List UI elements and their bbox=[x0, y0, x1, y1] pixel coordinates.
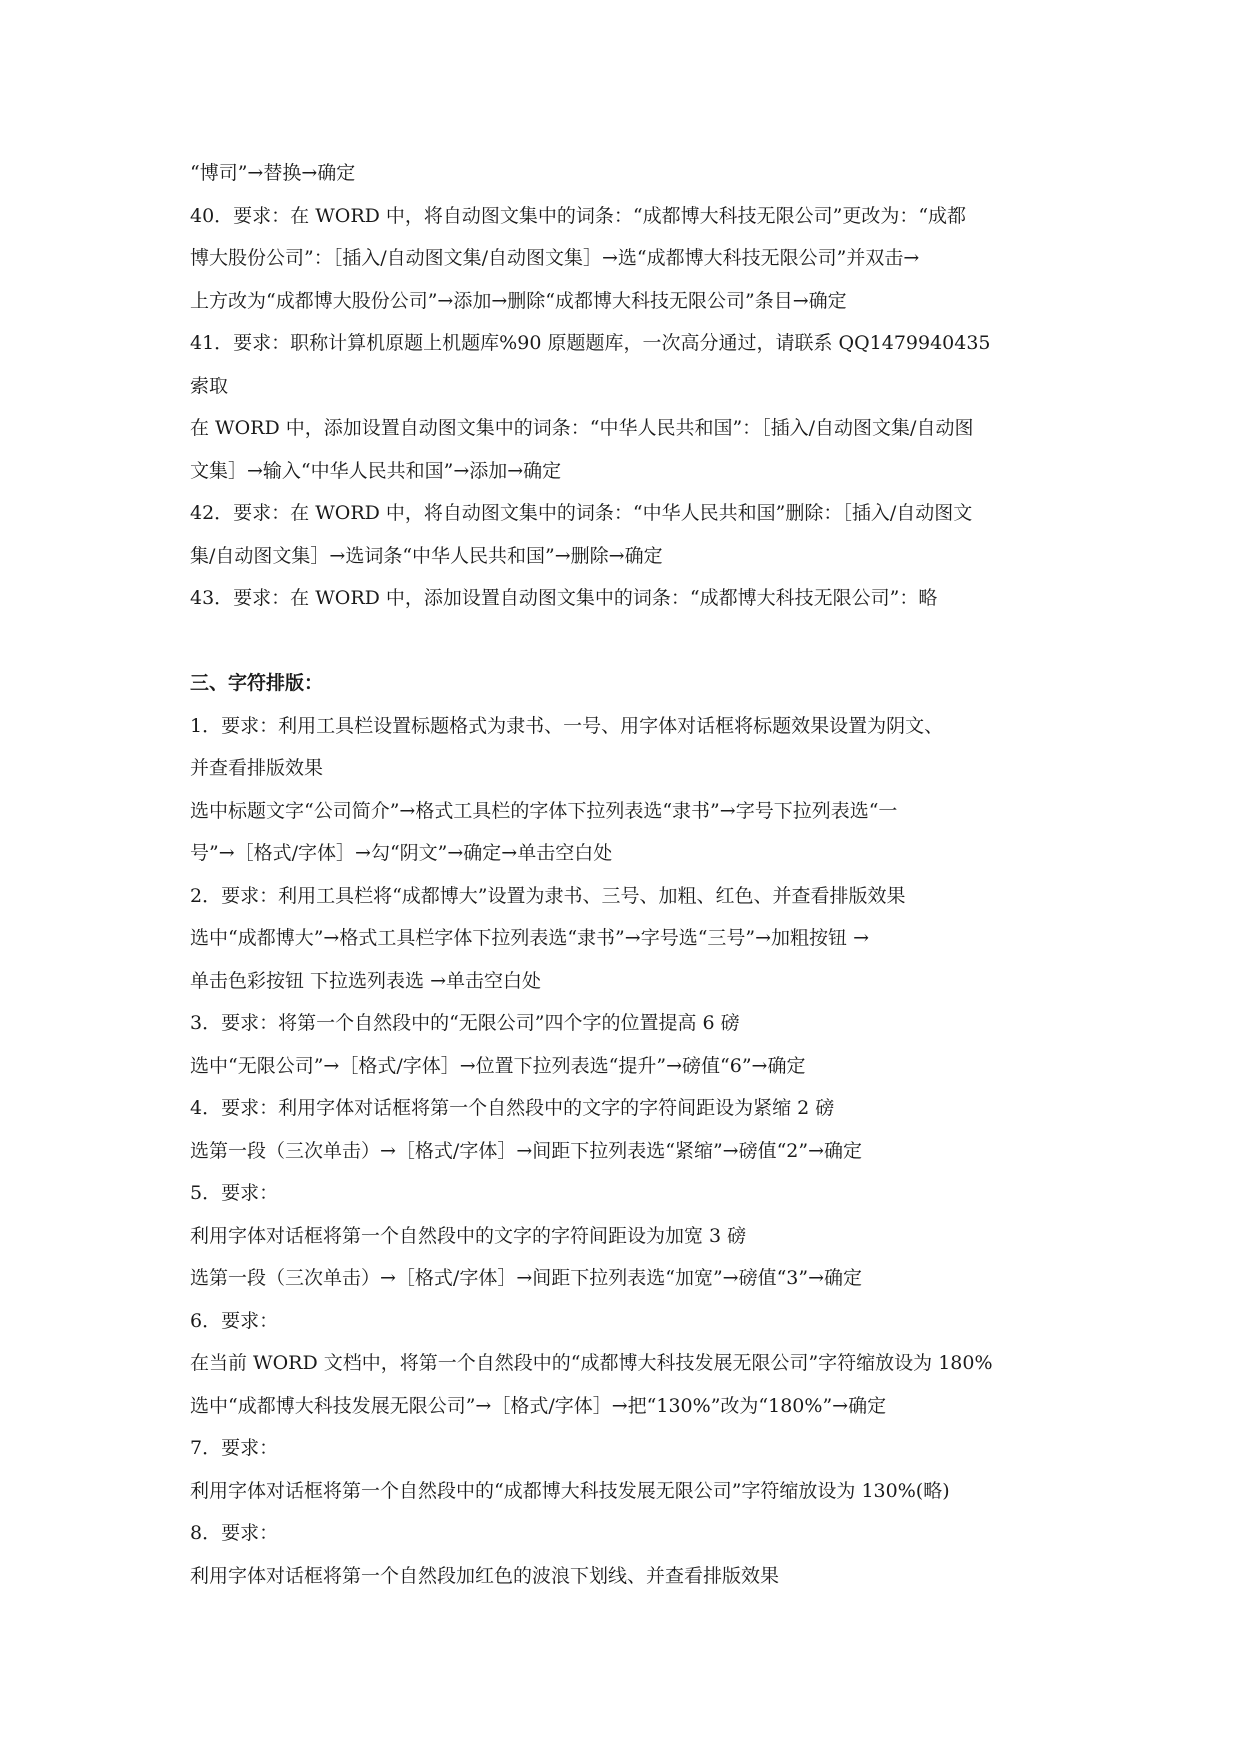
text-block-character-formatting bbox=[190, 705, 1070, 1598]
text-line: 2．要求：利用工具栏将“成都博大”设置为隶书、三号、加粗、红色、并查看排版效果 bbox=[190, 884, 906, 907]
text-line: 选中“成都博大科技发展无限公司”→［格式/字体］→把“130%”改为“180%”→确定 bbox=[190, 1394, 887, 1417]
text-line: 在当前 WORD 文档中，将第一个自然段中的“成都博大科技发展无限公司”字符缩放设为 180% bbox=[190, 1352, 993, 1374]
text-line: 博大股份公司”：［插入/自动图文集/自动图文集］→选“成都博大科技无限公司”并双击→ bbox=[190, 247, 920, 269]
text-line: 文集］→输入“中华人民共和国”→添加→确定 bbox=[190, 459, 562, 482]
text-line: 41．要求：职称计算机原题上机题库%90 原题题库，一次高分通过，请联系 QQ1479940435 bbox=[190, 332, 991, 354]
text-line: 集/自动图文集］→选词条“中华人民共和国”→删除→确定 bbox=[190, 544, 663, 567]
paragraph-gap bbox=[190, 620, 1070, 663]
text-line: 利用字体对话框将第一个自然段中的文字的字符间距设为加宽 3 磅 bbox=[190, 1224, 747, 1247]
text-line: 在 WORD 中，添加设置自动图文集中的词条：“中华人民共和国”：［插入/自动图文集/自动图 bbox=[190, 417, 974, 439]
text-line: 号”→［格式/字体］→勾“阴文”→确定→单击空白处 bbox=[190, 842, 613, 864]
text-line: 40．要求：在 WORD 中，将自动图文集中的词条：“成都博大科技无限公司”更改为：“成都 bbox=[190, 204, 967, 227]
text-line: 选中“成都博大”→格式工具栏字体下拉列表选“隶书”→字号选“三号”→加粗按钮 → bbox=[190, 927, 870, 949]
text-line: 选第一段（三次单击）→［格式/字体］→间距下拉列表选“紧缩”→磅值“2”→确定 bbox=[190, 1139, 863, 1162]
text-line: 1．要求：利用工具栏设置标题格式为隶书、一号、用字体对话框将标题效果设置为阴文、 bbox=[190, 714, 944, 737]
text-block-autotext bbox=[190, 152, 1070, 620]
text-line: 并查看排版效果 bbox=[190, 757, 324, 779]
text-line: 利用字体对话框将第一个自然段中的“成都博大科技发展无限公司”字符缩放设为 130%(略) bbox=[190, 1479, 950, 1502]
text-line: 单击色彩按钮 下拉选列表选 →单击空白处 bbox=[190, 969, 542, 992]
text-line: 7．要求： bbox=[190, 1437, 279, 1459]
text-line: 上方改为“成都博大股份公司”→添加→删除“成都博大科技无限公司”条目→确定 bbox=[190, 289, 847, 312]
text-line: 索取 bbox=[190, 374, 229, 397]
text-line: 42．要求：在 WORD 中，将自动图文集中的词条：“中华人民共和国”删除：［插入/自动图文 bbox=[190, 502, 973, 524]
text-line: 选中标题文字“公司简介”→格式工具栏的字体下拉列表选“隶书”→字号下拉列表选“一 bbox=[190, 799, 898, 822]
text-line: 8．要求： bbox=[190, 1522, 279, 1544]
text-line: “博司”→替换→确定 bbox=[190, 162, 356, 184]
text-line: 5．要求： bbox=[190, 1182, 279, 1204]
section-heading: 三、字符排版： bbox=[190, 672, 324, 694]
text-line: 3．要求：将第一个自然段中的“无限公司”四个字的位置提高 6 磅 bbox=[190, 1012, 740, 1034]
text-line: 6．要求： bbox=[190, 1309, 279, 1332]
document-page bbox=[190, 152, 1070, 1597]
text-line: 4．要求：利用字体对话框将第一个自然段中的文字的字符间距设为紧缩 2 磅 bbox=[190, 1097, 835, 1119]
text-line: 选第一段（三次单击）→［格式/字体］→间距下拉列表选“加宽”→磅值“3”→确定 bbox=[190, 1267, 863, 1289]
text-line: 利用字体对话框将第一个自然段加红色的波浪下划线、并查看排版效果 bbox=[190, 1564, 780, 1587]
text-line: 选中“无限公司”→［格式/字体］→位置下拉列表选“提升”→磅值“6”→确定 bbox=[190, 1054, 806, 1077]
text-line: 43．要求：在 WORD 中，添加设置自动图文集中的词条：“成都博大科技无限公司”：略 bbox=[190, 587, 938, 609]
